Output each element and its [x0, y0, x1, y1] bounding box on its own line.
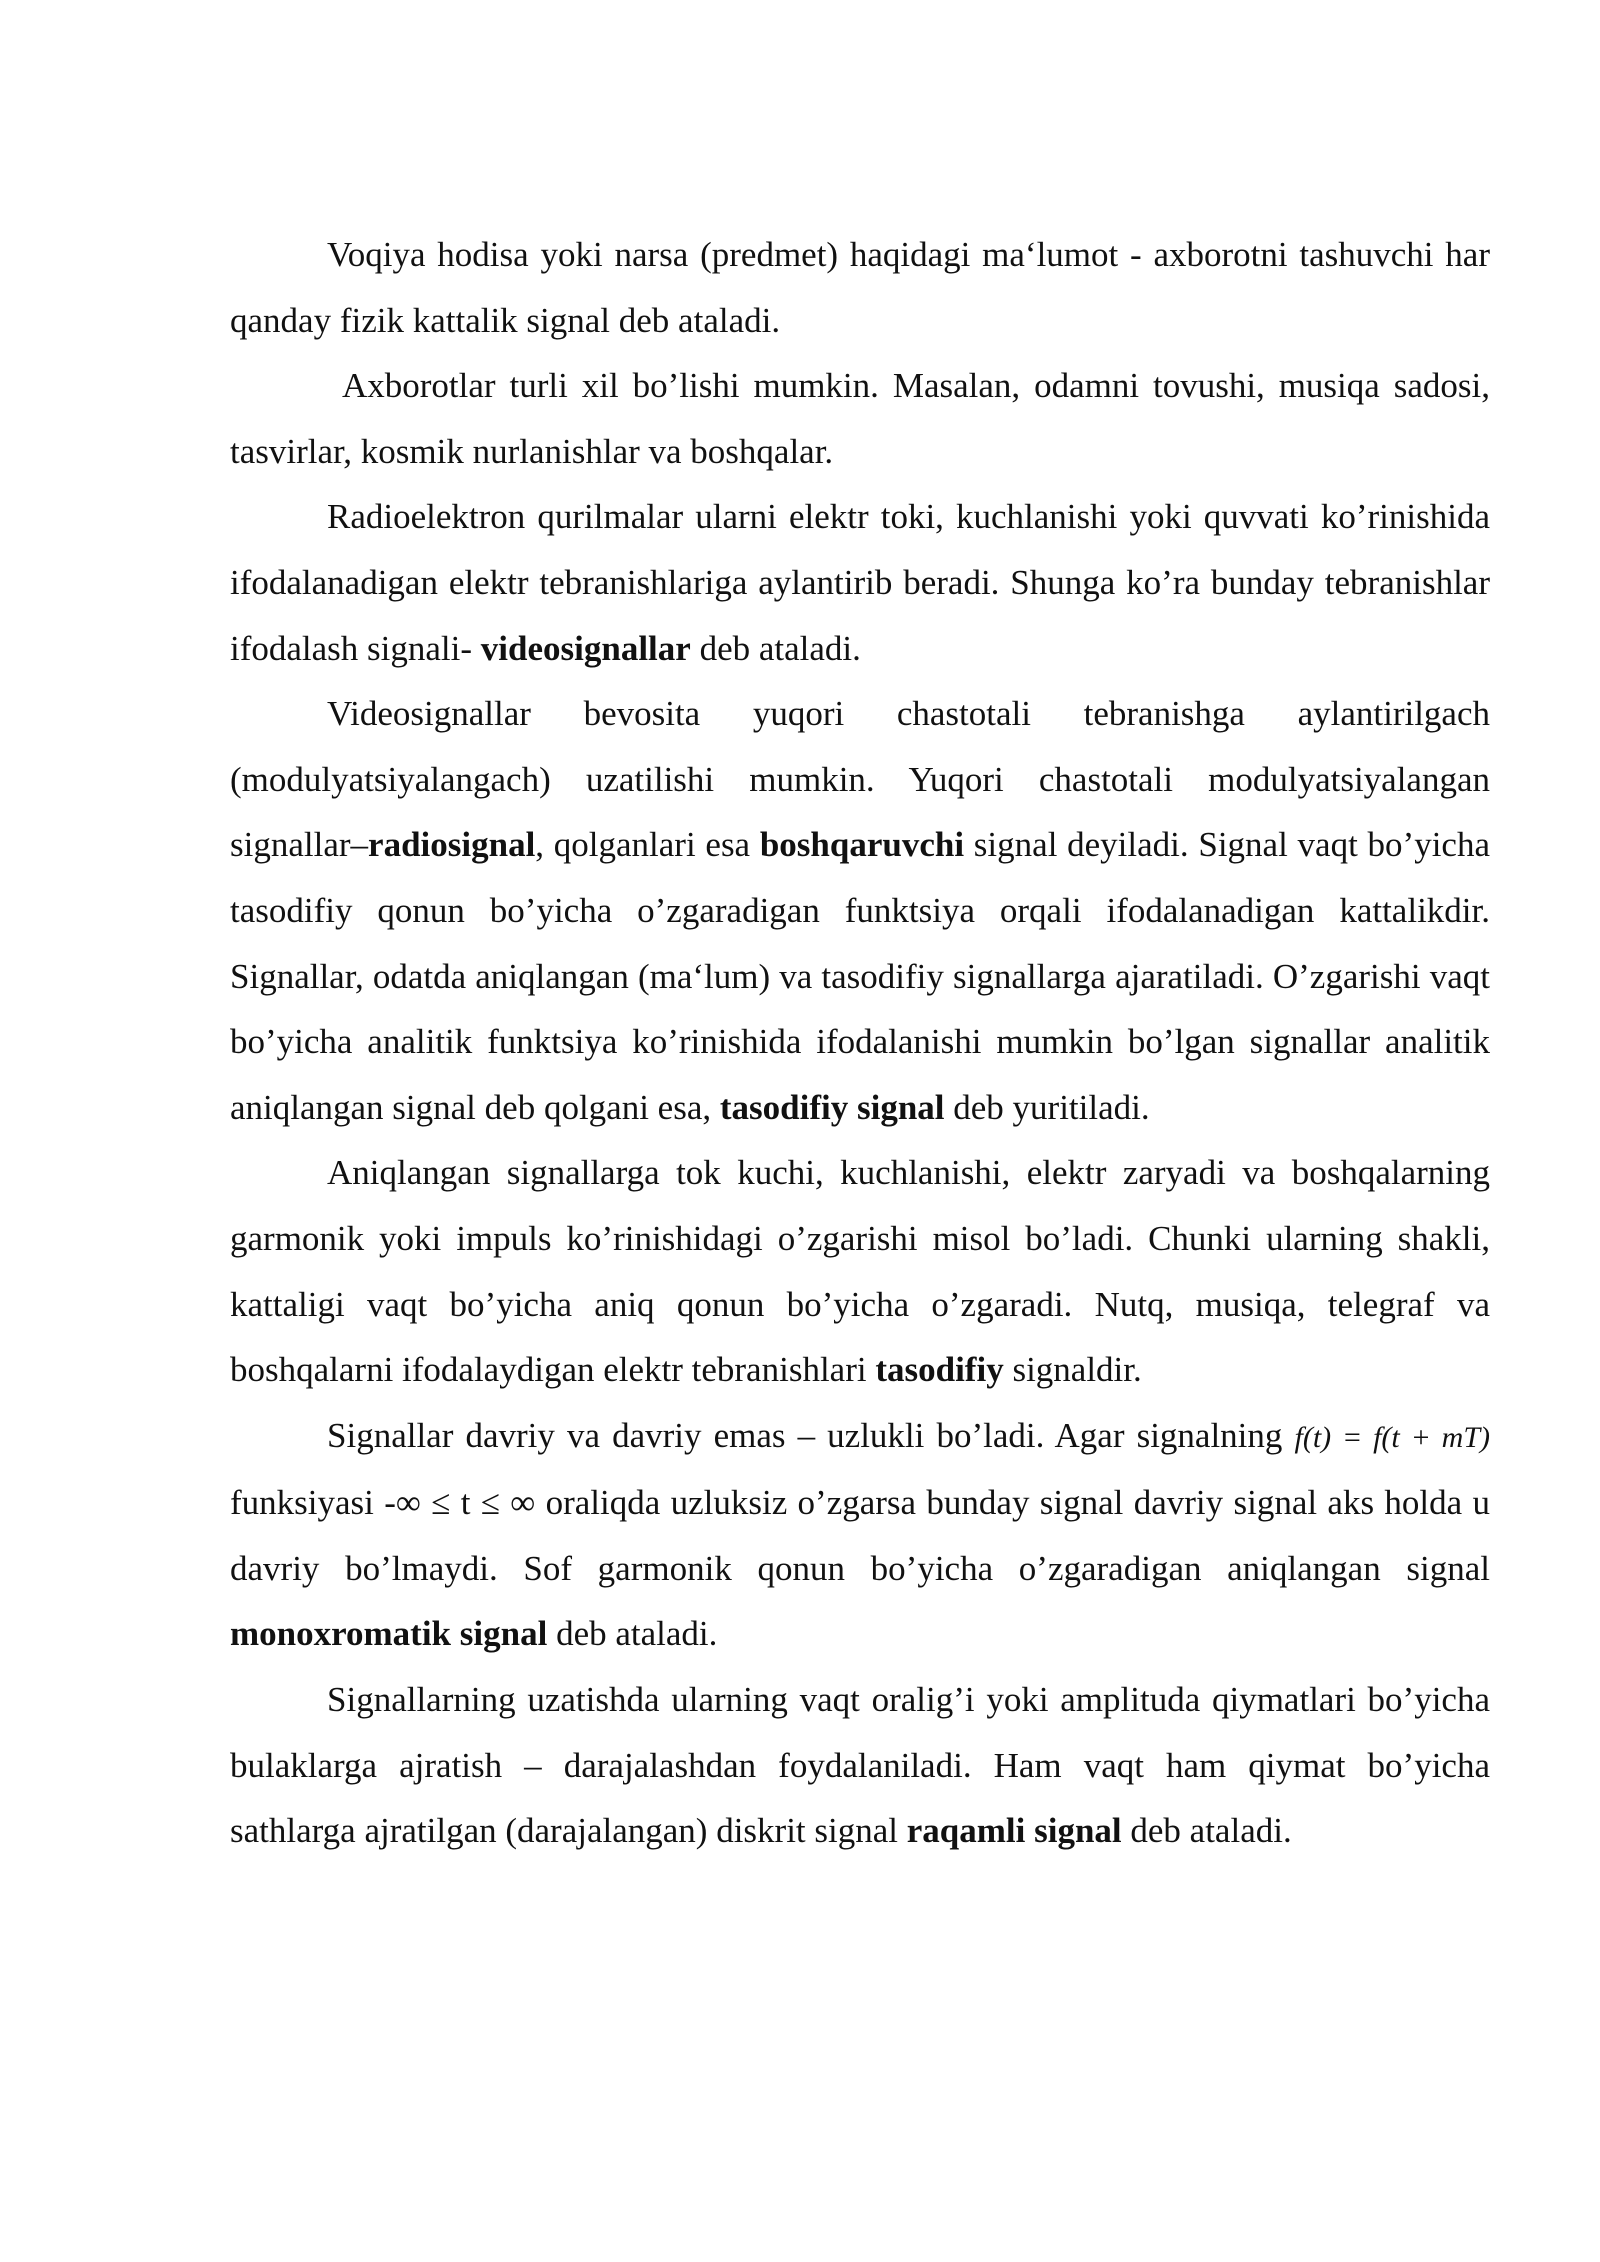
- text-run: Signallar davriy va davriy emas – uzlukli bo’ladi. Agar signalning: [327, 1415, 1295, 1455]
- text-run: deb yuritiladi.: [944, 1087, 1150, 1127]
- text-run: deb ataladi.: [690, 628, 861, 668]
- bold-term-tasodifiy-signal: tasodifiy signal: [719, 1087, 945, 1127]
- text-run: , qolganlari esa: [535, 825, 760, 865]
- text-run: funksiyasi -∞ ≤ t ≤ ∞ oraliqda uzluksiz o’zgarsa bunday signal davriy signal aks holda u davriy bo’lmaydi. Sof garmonik qonun bo’yicha o’zgaradigan aniqlangan signal: [230, 1483, 1490, 1588]
- paragraph-information-types: [230, 353, 1490, 484]
- text-run: Signallarning uzatishda ularning vaqt oralig’i yoki amplituda qiymatlari bo’yicha bulaklarga ajratish – darajalashdan foydalaniladi. Ham vaqt ham qiymat bo’yicha sathlarga ajratilgan (darajalangan) diskrit signal: [230, 1680, 1490, 1851]
- body-text: [230, 222, 1490, 1864]
- paragraph-radiosignals: [230, 681, 1490, 1140]
- bold-term-monoxromatik-signal: monoxromatik signal: [230, 1614, 548, 1654]
- paragraph-signal-definition: [230, 222, 1490, 353]
- text-run: deb ataladi.: [547, 1614, 718, 1654]
- text-run: Axborotlar turli xil bo’lishi mumkin. Masalan, odamni tovushi, musiqa sadosi, tasvirlar, kosmik nurlanishlar va boshqalar.: [230, 366, 1490, 471]
- text-run: signal deyiladi. Signal vaqt bo’yicha tasodifiy qonun bo’yicha o’zgaradigan funktsiya orqali ifodalanadigan kattalikdir. Signallar, odatda aniqlangan (ma‘lum) va tasodifiy signallarga ajaratiladi. O’zgarishi vaqt bo’yicha analitik funktsiya ko’rinishida ifodalanishi mumkin bo’lgan signallar analitik aniqlangan signal deb qolgani esa,: [230, 825, 1490, 1127]
- bold-term-radiosignal: radiosignal: [368, 825, 536, 865]
- text-run: deb ataladi.: [1121, 1811, 1292, 1851]
- paragraph-deterministic-signals: [230, 1140, 1490, 1402]
- paragraph-digital-signals: [230, 1667, 1490, 1864]
- bold-term-videosignallar: videosignallar: [480, 628, 691, 668]
- text-run: Videosignallar bevosita yuqori chastotali tebranishga aylantirilgach (modulyatsiyalangach) uzatilishi mumkin. Yuqori chastotali modulyatsiyalangan signallar–: [230, 694, 1490, 865]
- text-run: Voqiya hodisa yoki narsa (predmet) haqidagi ma‘lumot - axborotni tashuvchi har qanday fizik kattalik signal deb ataladi.: [230, 235, 1490, 340]
- text-run: Aniqlangan signallarga tok kuchi, kuchlanishi, elektr zaryadi va boshqalarning garmonik yoki impuls ko’rinishidagi o’zgarishi misol bo’ladi. Chunki ularning shakli, kattaligi vaqt bo’yicha aniq qonun bo’yicha o’zgaradi. Nutq, musiqa, telegraf va boshqalarni ifodalaydigan elektr tebranishlari: [230, 1153, 1490, 1390]
- bold-term-boshqaruvchi: boshqaruvchi: [759, 825, 965, 865]
- paragraph-periodic-signals: [230, 1403, 1490, 1667]
- bold-term-raqamli-signal: raqamli signal: [906, 1811, 1122, 1851]
- periodicity-formula: f(t) = f(t + mT): [1294, 1420, 1490, 1454]
- paragraph-videosignals: [230, 484, 1490, 681]
- text-run: signaldir.: [1003, 1350, 1142, 1390]
- bold-term-tasodifiy: tasodifiy: [875, 1350, 1004, 1390]
- text-run: Radioelektron qurilmalar ularni elektr toki, kuchlanishi yoki quvvati ko’rinishida ifodalanadigan elektr tebranishlariga aylantirib beradi. Shunga ko’ra bunday tebranishlar ifodalash signali-: [230, 497, 1490, 668]
